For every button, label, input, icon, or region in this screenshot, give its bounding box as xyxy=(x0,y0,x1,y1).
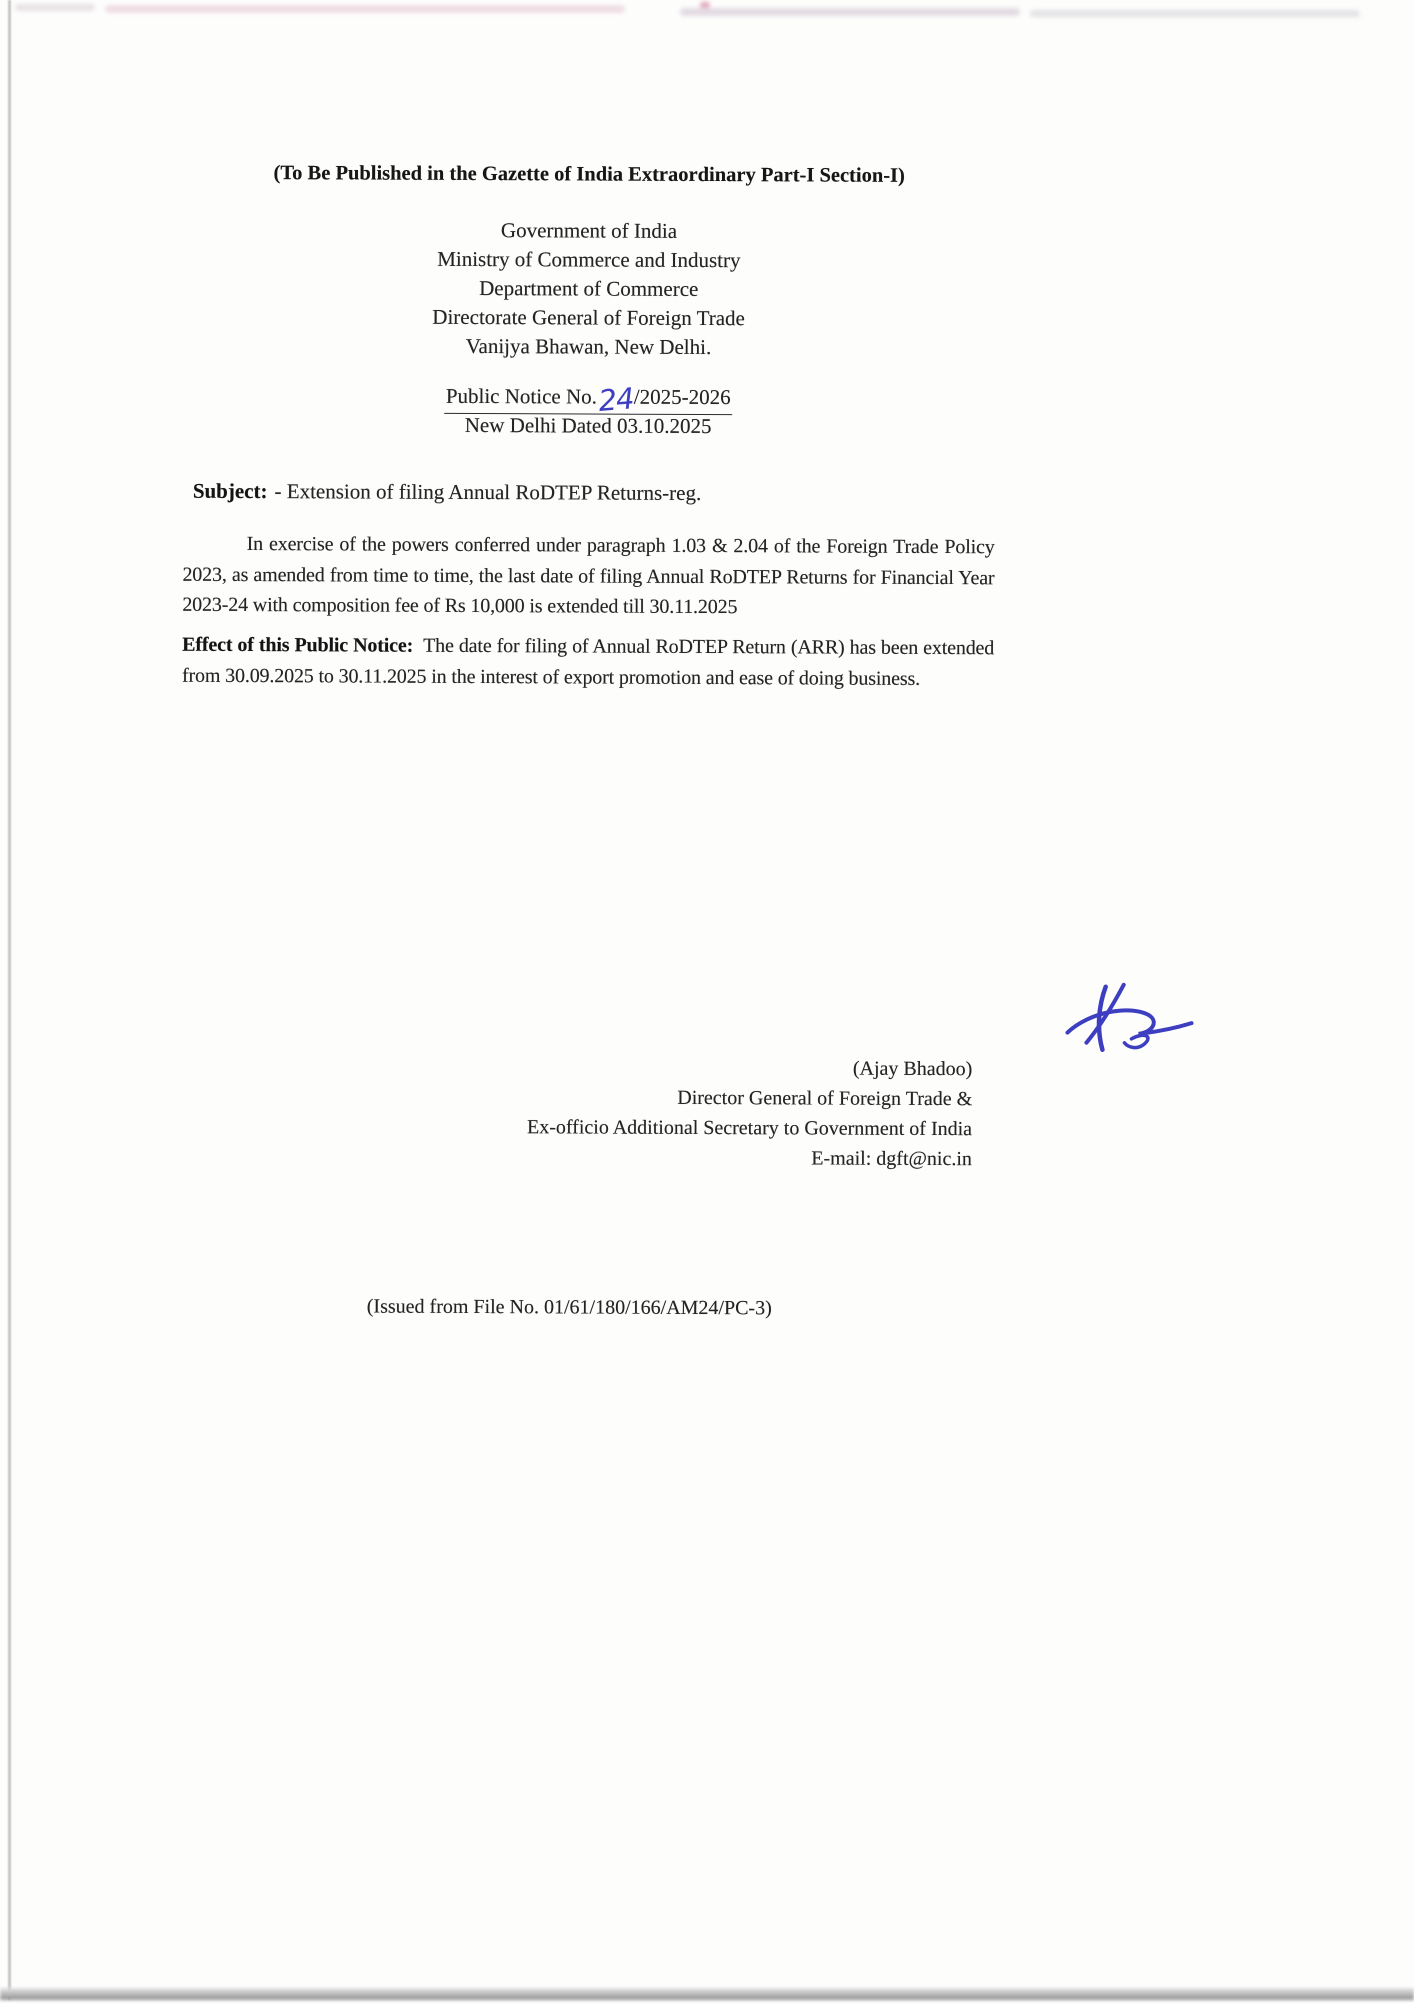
signatory-title-2: Ex-officio Additional Secretary to Government of India xyxy=(526,1116,973,1141)
org-line-address: Vanijya Bhawan, New Delhi. xyxy=(465,333,712,360)
org-line-directorate: Directorate General of Foreign Trade xyxy=(432,304,745,331)
signature-ink xyxy=(1043,981,1195,1062)
body-paragraph: In exercise of the powers conferred under paragraph 1.03 & 2.04 of the Foreign Trade Policy 2023, as amended from time to time, the last date of filing Annual RoDTEP Returns for Financial Year 2023-24 with composition fee of Rs 10,000 is extended till 30.11.2025 xyxy=(182,532,995,619)
public-notice-number-line xyxy=(183,380,993,417)
signatory-email: E-mail: dgft@nic.in xyxy=(811,1147,972,1171)
subject-text: - Extension of filing Annual RoDTEP Returns-reg. xyxy=(274,479,702,505)
effect-text: The date for filing of Annual RoDTEP Return (ARR) has been extended from 30.09.2025 to 30.11.2025 in the interest of export promotion and ease of doing business. xyxy=(182,634,995,690)
handwritten-notice-number: 24 xyxy=(596,381,635,418)
public-notice-number xyxy=(444,381,733,418)
subject-line xyxy=(193,479,1013,508)
org-line-ministry: Ministry of Commerce and Industry xyxy=(437,246,741,273)
gazette-heading: (To Be Published in the Gazette of India Extraordinary Part-I Section-I) xyxy=(273,162,905,187)
effect-paragraph xyxy=(182,630,994,695)
signatory-name: (Ajay Bhadoo) xyxy=(852,1057,973,1081)
subject-label: Subject: xyxy=(192,478,268,504)
org-line-department: Department of Commerce xyxy=(479,276,699,301)
effect-label: Effect of this Public Notice: xyxy=(182,633,414,657)
signatory-title-1: Director General of Foreign Trade & xyxy=(677,1086,973,1111)
notice-prefix: Public Notice No. xyxy=(445,383,597,409)
org-line-government: Government of India xyxy=(500,218,678,243)
signatory-block xyxy=(180,1051,973,1174)
file-number-line: (Issued from File No. 01/61/180/166/AM24/PC-3) xyxy=(366,1295,772,1320)
letterhead-block xyxy=(183,215,994,364)
date-line: New Delhi Dated 03.10.2025 xyxy=(464,412,712,439)
notice-suffix: /2025-2026 xyxy=(633,384,731,410)
